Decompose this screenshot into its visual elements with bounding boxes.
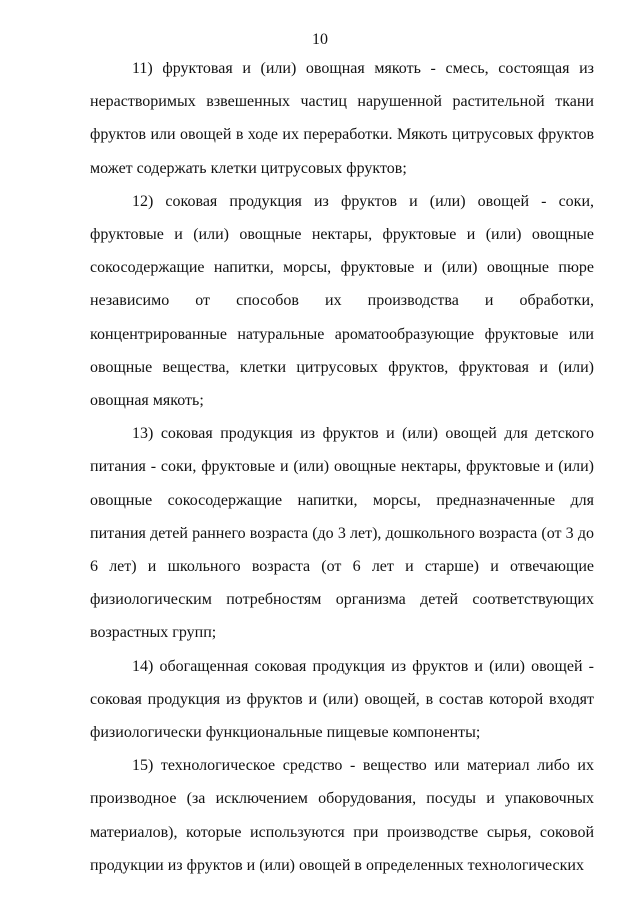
document-body: [90, 52, 594, 882]
paragraph-item-14: 14) обогащенная соковая продукция из фруктов и (или) овощей - соковая продукция из фруктов и (или) овощей, в состав которой входят физиологически функциональные пищевые компоненты;: [90, 657, 594, 742]
paragraph-item-11: 11) фруктовая и (или) овощная мякоть - смесь, состоящая из нерастворимых взвешенных частиц нарушенной растительной ткани фруктов или овощей в ходе их переработки. Мякоть цитрусовых фруктов может содержать клетки цитрусовых фруктов;: [90, 60, 594, 177]
paragraph-item-15: 15) технологическое средство - вещество или материал либо их производное (за исключением оборудования, посуды и упаковочных материалов), которые используются при производстве сырья, соковой продукции из фруктов и (или) овощей в определенных технологических: [90, 757, 594, 874]
page-number: 10: [312, 31, 328, 48]
paragraph-item-13: 13) соковая продукция из фруктов и (или) овощей для детского питания - соки, фруктовые и (или) овощные нектары, фруктовые и (или) овощные сокосодержащие напитки, морсы, предназначенные для питания детей раннего возраста (до 3 лет), дошкольного возраста (от 3 до 6 лет) и школьного возраста (от 6 лет и старше) и отвечающие физиологическим потребностям организма детей соответствующих возрастных групп;: [90, 425, 594, 642]
paragraph-item-12: 12) соковая продукция из фруктов и (или) овощей - соки, фруктовые и (или) овощные нектары, фруктовые и (или) овощные сокосодержащие напитки, морсы, фруктовые и (или) овощные пюре независимо от способов их производства и обработки, концентрированные натуральные ароматообразующие фруктовые или овощные вещества, клетки цитрусовых фруктов, фруктовая и (или) овощная мякоть;: [90, 192, 594, 410]
